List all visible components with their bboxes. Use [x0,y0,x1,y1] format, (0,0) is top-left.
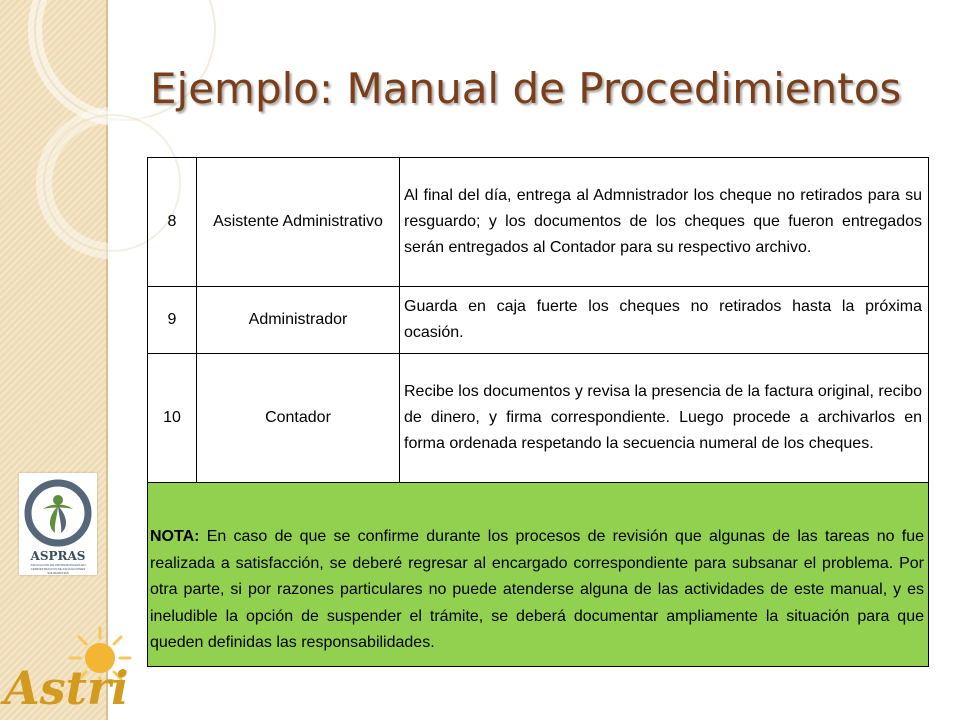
step-number: 9 [148,287,197,354]
logo-name: ASPRAS [30,549,86,563]
step-role: Contador [197,354,400,483]
note-row [148,483,929,667]
step-number: 10 [148,354,197,483]
table-row [148,354,929,483]
slide-title: Ejemplo: Manual de Procedimientos [150,64,902,113]
step-description: Al final del día, entrega al Admnistrador los cheque no retirados para su resguardo; y los documentos de los cheques que fueron entregados serán entregados al Contador para su respectivo archivo. [400,158,929,287]
sun-signature-logo [0,600,140,720]
note-text: En caso de que se confirme durante los procesos de revisión que algunas de las tareas no fue realizada a satisfacción, se deberé regresar al encargado correspondiente para subsanar el problema. Por otra parte, si por razones particulares no puede atenderse alguna de las actividades de este manual, y es ineludible la opción de suspender el trámite, se deberá documentar ampliamente la situación para que queden definidas las responsabilidades. [150,528,925,652]
step-role: Asistente Administrativo [197,158,400,287]
step-number: 8 [148,158,197,287]
note-label: NOTA: [150,528,200,546]
table-row [148,158,929,287]
step-role: Administrador [197,287,400,354]
aspras-emblem-icon [19,473,97,551]
step-description: Recibe los documentos y revisa la presencia de la factura original, recibo de dinero, y firma correspondiente. Luego procede a archivarlos en forma ordenada respetando la secuencia numeral de los cheques. [400,354,929,483]
note-cell [148,483,929,667]
aspras-logo [19,473,97,575]
logo-tagline: ASOCIACION DE PROFESIONALES EN ADMINISTRACION DE ASOCIACIONES SOLIDARISTAS [30,563,86,575]
table-row [148,287,929,354]
procedure-table [147,157,929,667]
step-description: Guarda en caja fuerte los cheques no retirados hasta la próxima ocasión. [400,287,929,354]
signature-text: Astri [4,661,129,715]
